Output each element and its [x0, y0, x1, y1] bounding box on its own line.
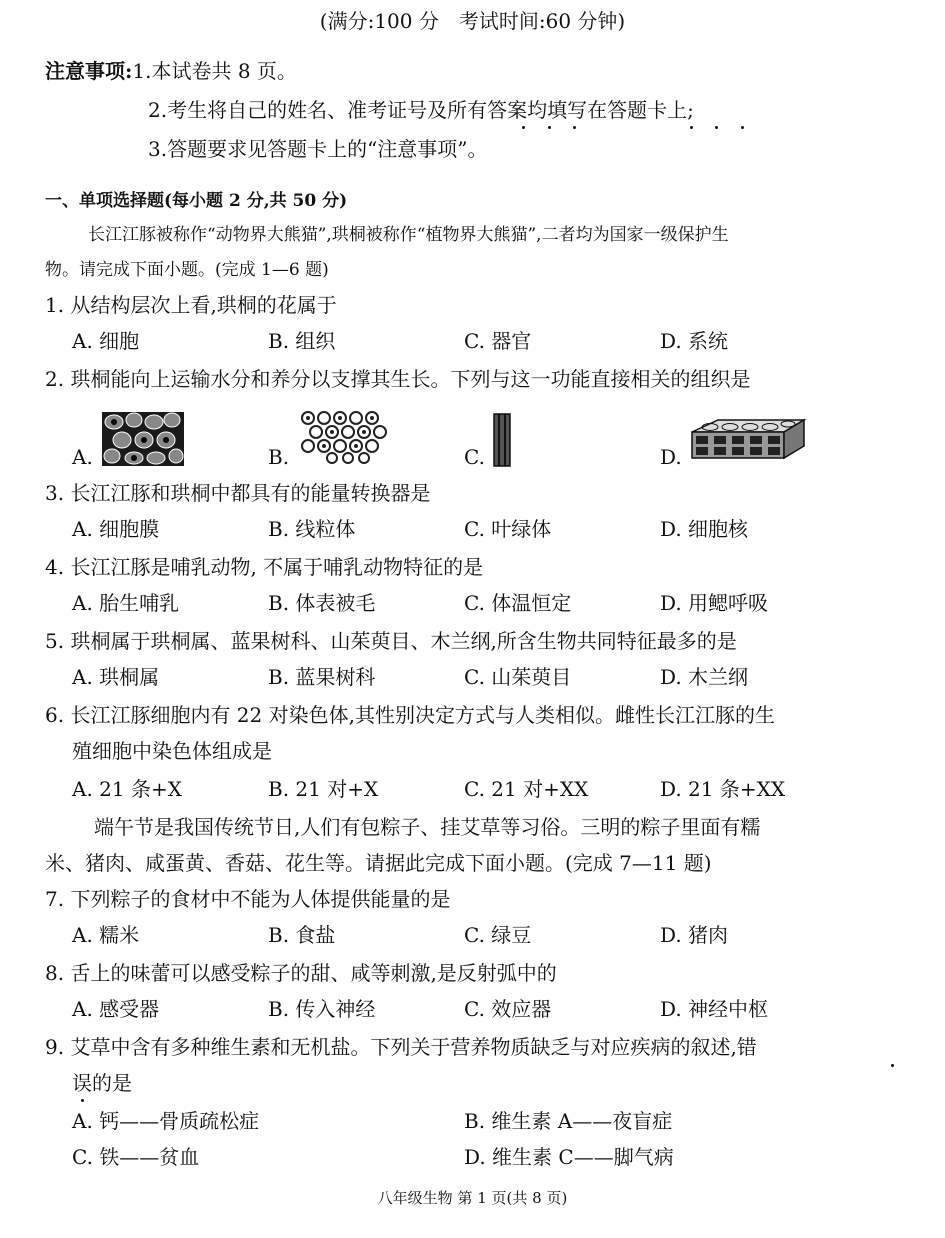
question-9-option-b[interactable]: B. 维生素 A——夜盲症: [464, 1109, 673, 1133]
question-1-option-d[interactable]: D. 系统: [660, 329, 729, 353]
question-2-option-a[interactable]: A.: [72, 445, 93, 469]
question-3-stem: 3. 长江江豚和珙桐中都具有的能量转换器是: [45, 481, 431, 505]
question-3-option-a[interactable]: A. 细胞膜: [72, 517, 160, 541]
question-2-option-d[interactable]: D.: [660, 445, 682, 469]
emphasis-dot: [715, 126, 718, 129]
question-4-option-d[interactable]: D. 用鳃呼吸: [660, 591, 769, 615]
intro-2-line-1: 端午节是我国传统节日,人们有包粽子、挂艾草等习俗。三明的粽子里面有糯: [94, 815, 761, 839]
emphasis-dot: [891, 1064, 894, 1067]
question-7-option-c[interactable]: C. 绿豆: [464, 923, 532, 947]
question-5-option-b[interactable]: B. 蓝果树科: [268, 665, 376, 689]
emphasis-dot: [81, 1099, 84, 1102]
section-title: 一、单项选择题(每小题 2 分,共 50 分): [45, 191, 348, 211]
question-6-option-d[interactable]: D. 21 条+XX: [660, 777, 786, 801]
intro-2-line-2: 米、猪肉、咸蛋黄、香菇、花生等。请据此完成下面小题。(完成 7—11 题): [45, 851, 712, 875]
question-8-option-c[interactable]: C. 效应器: [464, 997, 552, 1021]
question-6-stem: 6. 长江江豚细胞内有 22 对染色体,其性别决定方式与人类相似。雌性长江江豚的生: [45, 703, 775, 727]
question-4-option-b[interactable]: B. 体表被毛: [268, 591, 376, 615]
question-3-option-d[interactable]: D. 细胞核: [660, 517, 749, 541]
emphasis-dot: [548, 126, 551, 129]
question-9-stem: 9. 艾草中含有多种维生素和无机盐。下列关于营养物质缺乏与对应疾病的叙述,错: [45, 1035, 757, 1059]
emphasis-dot: [522, 126, 525, 129]
notice-label: 注意事项:: [45, 59, 133, 83]
question-6-option-a[interactable]: A. 21 条+X: [72, 777, 182, 801]
notice-item-3: 3.答题要求见答题卡上的“注意事项”。: [148, 137, 488, 161]
question-4-option-a[interactable]: A. 胎生哺乳: [72, 591, 180, 615]
question-9-option-d[interactable]: D. 维生素 C——脚气病: [464, 1145, 674, 1169]
question-4-option-c[interactable]: C. 体温恒定: [464, 591, 572, 615]
notice-item-2: 2.考生将自己的姓名、准考证号及所有答案均填写在答题卡上;: [148, 98, 694, 122]
question-9-stem-continued: 误的是: [72, 1071, 132, 1095]
tissue-c-image: [490, 412, 514, 468]
question-8-stem: 8. 舌上的味蕾可以感受粽子的甜、咸等刺激,是反射弧中的: [45, 961, 557, 985]
emphasis-dot: [741, 126, 744, 129]
question-7-stem: 7. 下列粽子的食材中不能为人体提供能量的是: [45, 887, 451, 911]
question-5-option-d[interactable]: D. 木兰纲: [660, 665, 749, 689]
notice-item-1: 1.本试卷共 8 页。: [132, 59, 297, 83]
question-8-option-a[interactable]: A. 感受器: [72, 997, 160, 1021]
emphasis-dot: [573, 126, 576, 129]
question-9-option-c[interactable]: C. 铁——贫血: [72, 1145, 200, 1169]
question-3-option-b[interactable]: B. 线粒体: [268, 517, 356, 541]
question-6-option-b[interactable]: B. 21 对+X: [268, 777, 379, 801]
notice-line-1: [45, 58, 297, 84]
question-3-option-c[interactable]: C. 叶绿体: [464, 517, 552, 541]
question-1-option-b[interactable]: B. 组织: [268, 329, 336, 353]
question-8-option-d[interactable]: D. 神经中枢: [660, 997, 769, 1021]
question-7-option-a[interactable]: A. 糯米: [72, 923, 140, 947]
question-7-option-d[interactable]: D. 猪肉: [660, 923, 729, 947]
question-5-option-a[interactable]: A. 珙桐属: [72, 665, 160, 689]
question-5-option-c[interactable]: C. 山茱萸目: [464, 665, 572, 689]
intro-1-line-1: 长江江豚被称作“动物界大熊猫”,珙桐被称作“植物界大熊猫”,二者均为国家一级保护生: [88, 225, 729, 245]
intro-1-line-2: 物。请完成下面小题。(完成 1—6 题): [45, 260, 329, 280]
page-footer: 八年级生物 第 1 页(共 8 页): [377, 1189, 568, 1207]
emphasis-dot: [690, 126, 693, 129]
question-2-option-c[interactable]: C.: [464, 445, 485, 469]
question-1-option-c[interactable]: C. 器官: [464, 329, 532, 353]
tissue-d-image: [688, 418, 808, 464]
tissue-a-image: [100, 408, 186, 468]
question-4-stem: 4. 长江江豚是哺乳动物, 不属于哺乳动物特征的是: [45, 555, 484, 579]
question-6-stem-continued: 殖细胞中染色体组成是: [72, 739, 272, 763]
question-2-option-b[interactable]: B.: [268, 445, 290, 469]
question-1-stem: 1. 从结构层次上看,珙桐的花属于: [45, 293, 337, 317]
question-8-option-b[interactable]: B. 传入神经: [268, 997, 376, 1021]
question-6-option-c[interactable]: C. 21 对+XX: [464, 777, 589, 801]
question-7-option-b[interactable]: B. 食盐: [268, 923, 336, 947]
score-time-header: (满分:100 分 考试时间:60 分钟): [319, 9, 626, 33]
tissue-b-image: [298, 408, 390, 466]
question-1-option-a[interactable]: A. 细胞: [72, 329, 140, 353]
question-5-stem: 5. 珙桐属于珙桐属、蓝果树科、山茱萸目、木兰纲,所含生物共同特征最多的是: [45, 629, 737, 653]
question-2-stem: 2. 珙桐能向上运输水分和养分以支撑其生长。下列与这一功能直接相关的组织是: [45, 367, 751, 391]
question-9-option-a[interactable]: A. 钙——骨质疏松症: [72, 1109, 260, 1133]
